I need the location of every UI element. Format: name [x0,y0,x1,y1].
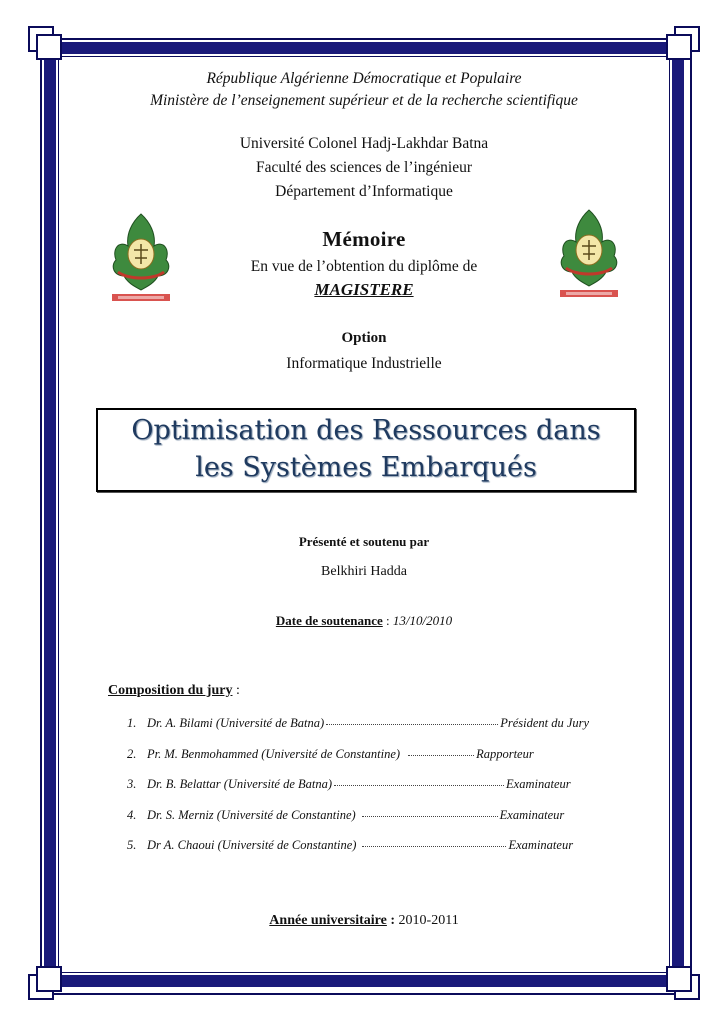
jury-heading-separator: : [232,683,240,698]
leader-dots [334,785,504,786]
jury-member-number: 1. [127,716,137,730]
faculty-name: Faculté des sciences de l’ingénieur [255,159,473,176]
jury-member-number: 2. [127,747,137,761]
academic-year-line [0,913,728,929]
jury-member-name: Dr A. Chaoui (Université de Constantine) [147,838,357,852]
list-item [127,808,564,823]
list-item [127,777,571,792]
academic-year-separator: : [386,913,399,928]
jury-member-name: Dr. A. Bilami (Université de Batna) [147,716,325,730]
department-name: Département d’Informatique [275,183,453,200]
jury-member-role: Rapporteur [476,747,534,761]
list-item [127,838,573,853]
leader-dots [326,724,498,725]
defense-date-separator: : [382,613,393,628]
thesis-title-line-2: les Systèmes Embarqués [195,452,537,483]
jury-member-role: Examinateur [508,838,574,852]
leader-dots [408,755,474,756]
leader-dots [362,846,506,847]
corner-ornament-top-left [28,26,62,60]
jury-member-role: Examinateur [506,777,571,791]
thesis-title-line-1: Optimisation des Ressources dans [131,415,601,446]
republic-heading: République Algérienne Démocratique et Populaire [206,70,522,87]
defense-date-value: 13/10/2010 [392,613,453,628]
jury-member-number: 5. [127,838,137,852]
list-item [127,716,589,731]
degree-name: MAGISTERE [314,280,414,299]
jury-member-number: 3. [127,777,137,791]
jury-heading: Composition du jury [108,683,233,698]
corner-ornament-top-right [666,26,700,60]
option-label: Option [341,330,387,346]
list-item [127,747,534,762]
jury-member-number: 4. [127,808,137,822]
ministry-heading: Ministère de l’enseignement supérieur et de la recherche scientifique [150,92,578,109]
jury-member-name: Pr. M. Benmohammed (Université de Constantine) [147,747,401,761]
defense-date-label: Date de soutenance [275,613,383,628]
academic-year-label: Année universitaire [269,913,387,928]
option-value: Informatique Industrielle [286,355,442,372]
leader-dots [362,816,498,817]
jury-member-name: Dr. B. Belattar (Université de Batna) [147,777,333,791]
document-type: Mémoire [322,227,406,251]
thesis-title-box [96,408,636,492]
jury-heading-line [108,683,240,699]
jury-member-name: Dr. S. Merniz (Université de Constantine) [147,808,356,822]
jury-member-role: Président du Jury [500,716,590,730]
corner-ornament-bottom-left [28,966,62,1000]
defense-date-line [0,613,728,629]
degree-purpose: En vue de l’obtention du diplôme de [250,258,478,275]
corner-ornament-bottom-right [666,966,700,1000]
academic-year-value: 2010-2011 [398,913,459,928]
author-name: Belkhiri Hadda [321,564,407,579]
jury-member-role: Examinateur [499,808,565,822]
presented-by-label: Présenté et soutenu par [298,534,430,549]
university-name: Université Colonel Hadj-Lakhdar Batna [239,135,489,152]
